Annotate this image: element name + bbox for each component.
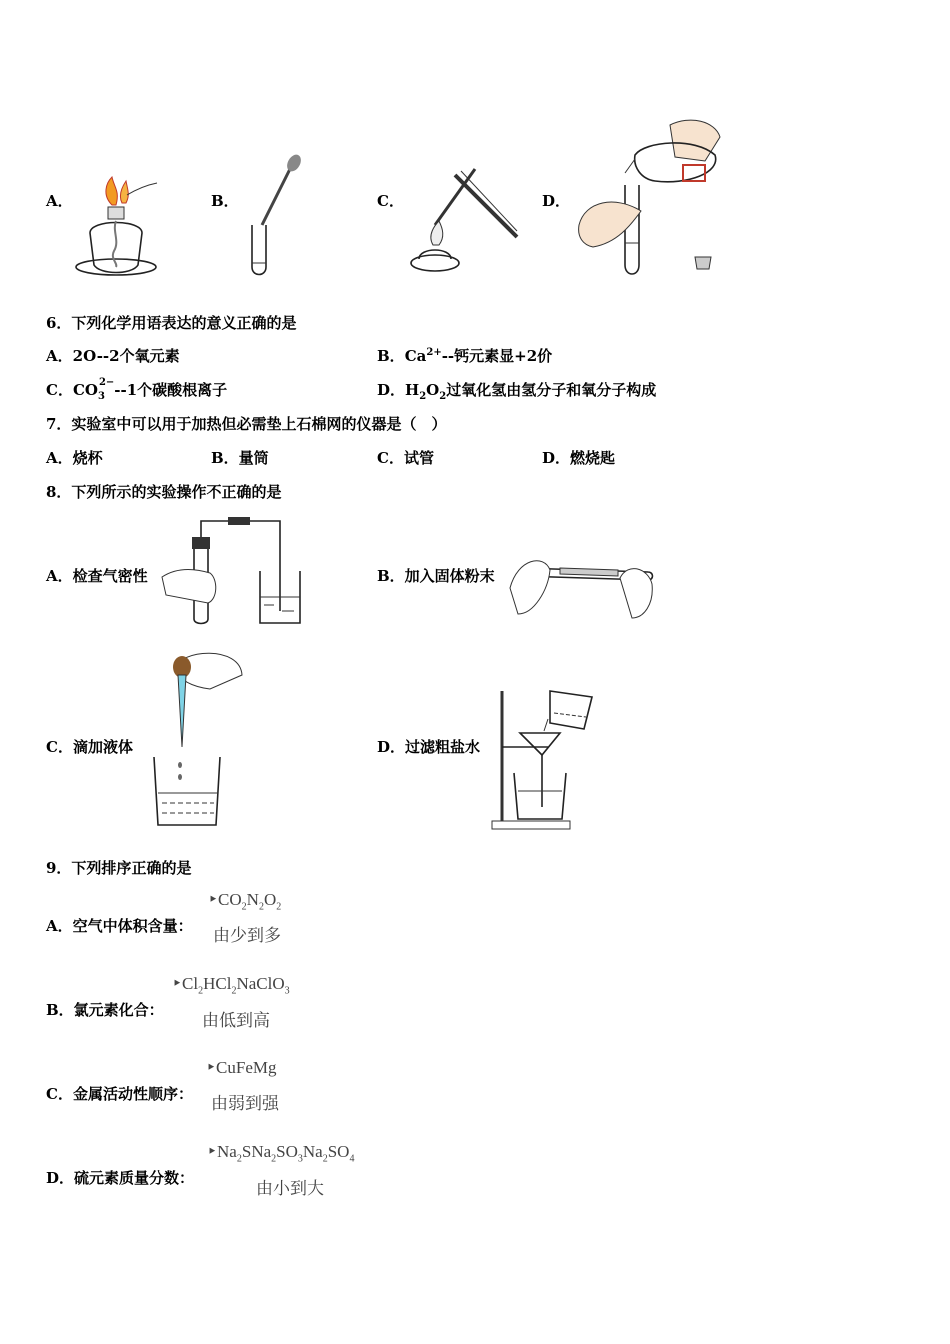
q9-option-c-label: C．金属活动性顺序： [46, 1085, 193, 1103]
dropper-test-tube-icon [240, 155, 310, 280]
heated-test-tube-icon [405, 155, 525, 280]
q9-option-a-label: A．空气中体积含量： [46, 917, 193, 935]
q8-option-c-label: C．滴加液体 [46, 738, 133, 756]
q7-option-b: B．量筒 [211, 449, 269, 467]
q5-option-c-label: C． [377, 192, 404, 210]
q7-option-d: D．燃烧匙 [542, 449, 616, 467]
q9-option-b-caption: 由低到高 [202, 1011, 270, 1030]
q8-option-d-label: D．过滤粗盐水 [377, 738, 481, 756]
airtightness-check-icon [160, 515, 310, 627]
q8-option-a-label: A．检查气密性 [46, 567, 148, 585]
q6-option-a: A．2O--2个氧元素 [46, 347, 180, 365]
q9-option-a-caption: 由少到多 [213, 926, 281, 945]
q6-option-c: C．$CO_3^{2-}--1$个碳酸根离子 [46, 377, 228, 402]
alcohol-lamp-icon [72, 175, 162, 280]
q7-stem: 7．实验室中可以用于加热但必需垫上石棉网的仪器是（ ） [46, 415, 447, 433]
filtration-icon [488, 683, 598, 833]
q5-option-d-label: D． [542, 192, 571, 210]
q9-option-a-formula: $‣CO_2N_2O_2$ [208, 890, 282, 913]
q6-option-b: B．$Ca^{2+}--$钙元素显+2价 [377, 347, 553, 365]
q5-option-a-label: A． [46, 192, 73, 210]
q7-option-c: C．试管 [377, 449, 434, 467]
q9-option-d-formula: $‣Na_2SNa_2SO_3Na_2SO_4$ [207, 1142, 355, 1165]
q9-option-d-caption: 由小到大 [256, 1179, 324, 1198]
q7-option-a: A．烧杯 [46, 449, 103, 467]
q9-option-c-formula: ‣CuFeMg [206, 1058, 277, 1077]
add-powder-icon [508, 548, 656, 624]
q9-option-c-caption: 由弱到强 [211, 1094, 279, 1113]
q6-option-d: D．$H_2O_2$过氧化氢由氢分子和氧分子构成 [377, 381, 657, 402]
q9-option-b-formula: $‣Cl_2HCl_2NaClO_3$ [172, 974, 290, 997]
q9-option-b-label: B．氯元素化合： [46, 1001, 164, 1019]
q8-stem: 8．下列所示的实验操作不正确的是 [46, 483, 282, 501]
pouring-liquid-icon [575, 115, 725, 280]
q8-option-b-label: B．加入固体粉末 [377, 567, 495, 585]
q5-option-b-label: B． [211, 192, 239, 210]
q9-option-d-label: D．硫元素质量分数： [46, 1169, 195, 1187]
q9-stem: 9．下列排序正确的是 [46, 859, 192, 877]
dropping-liquid-icon [150, 645, 246, 831]
q6-stem: 6．下列化学用语表达的意义正确的是 [46, 314, 297, 332]
